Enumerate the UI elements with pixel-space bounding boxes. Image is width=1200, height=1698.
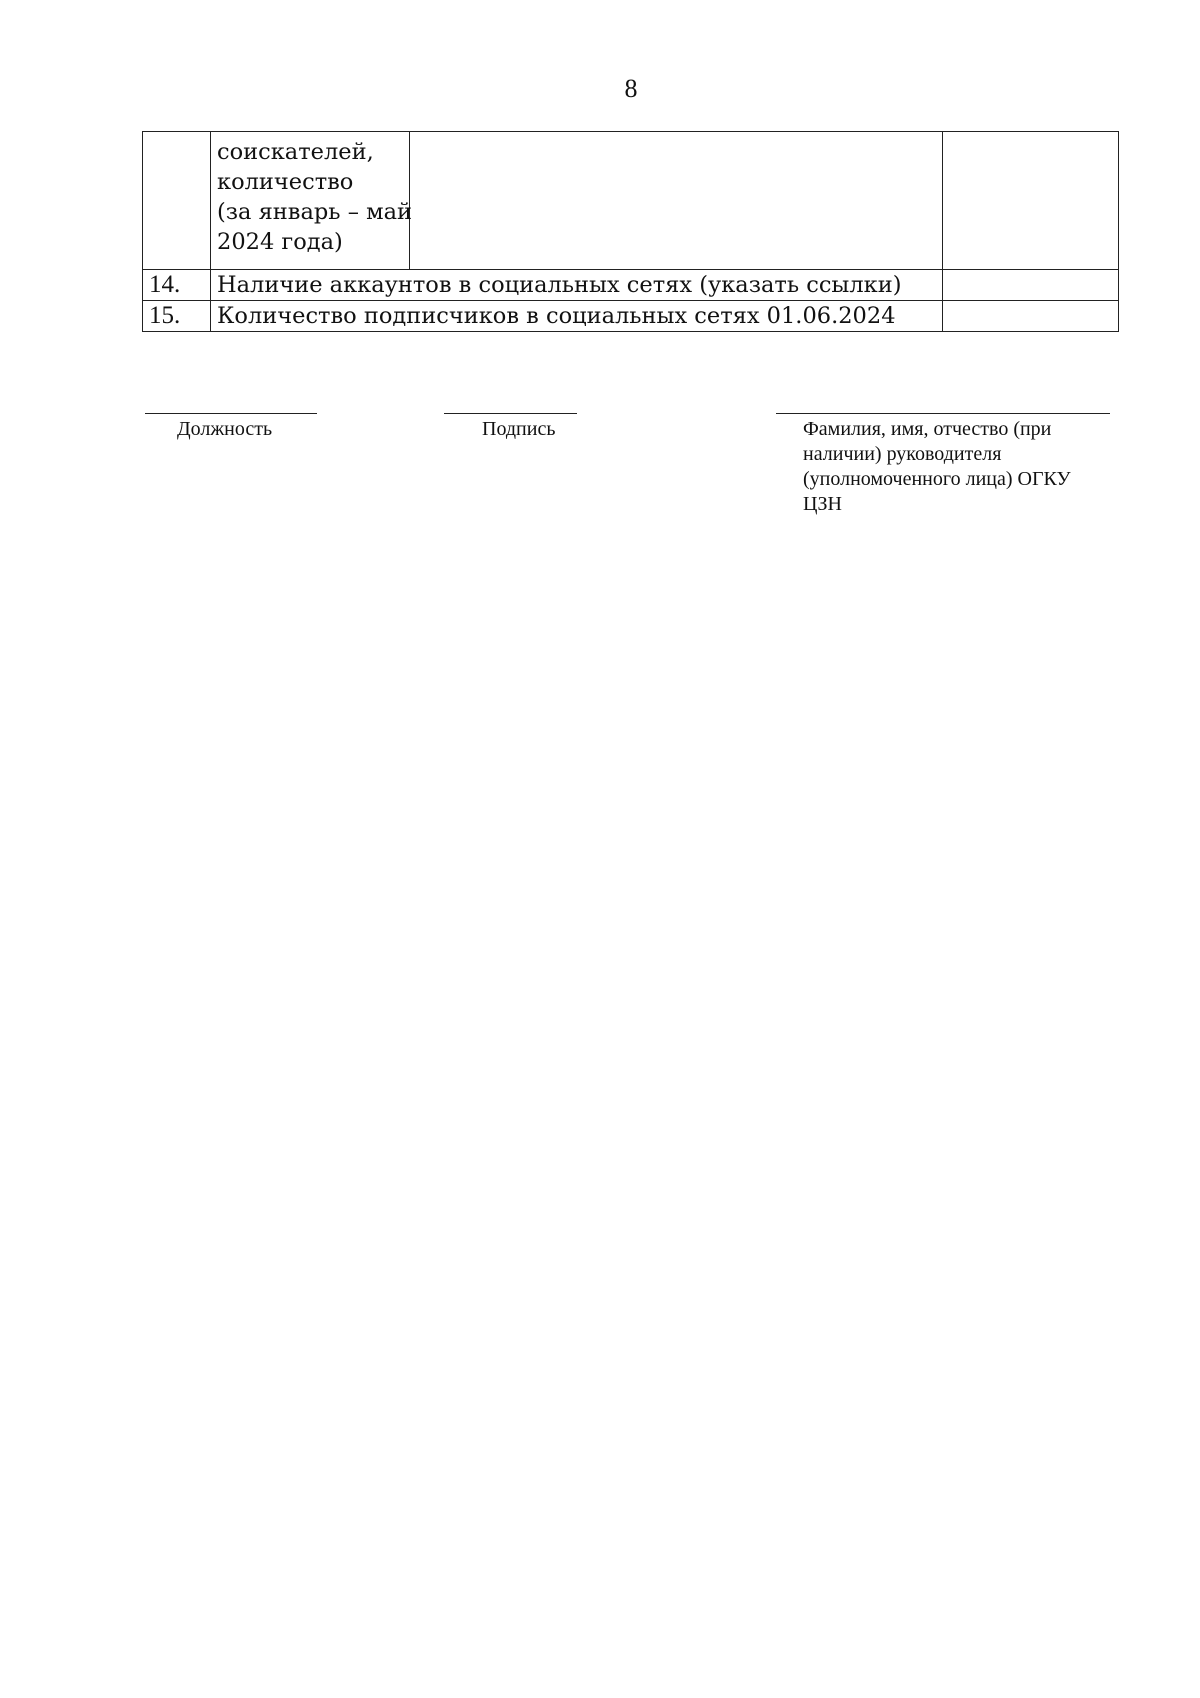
full-name-label-line: (уполномоченного лица) ОГКУ: [803, 468, 1071, 490]
row-value-cell: [943, 132, 1119, 270]
signature-label: Подпись: [482, 418, 556, 440]
label-line: 2024 года): [217, 229, 343, 255]
full-name-line: [776, 413, 1110, 414]
row-number-cell: [143, 132, 211, 270]
report-table: [142, 131, 1119, 332]
full-name-label-line: наличии) руководителя: [803, 443, 1002, 465]
table-row: [143, 301, 1119, 332]
full-name-signature-block: [776, 413, 1110, 517]
row-number-cell: 14.: [143, 270, 211, 301]
page-number: 8: [624, 74, 638, 103]
row-text-cell: Количество подписчиков в социальных сетях 01.06.2024: [211, 301, 943, 332]
table-row: [143, 270, 1119, 301]
row-value-cell: [943, 270, 1119, 301]
row-number-cell: 15.: [143, 301, 211, 332]
label-line: (за январь – май: [217, 199, 413, 225]
position-label: Должность: [177, 418, 273, 440]
row-value-cell: [943, 301, 1119, 332]
label-line: соискателей,: [217, 139, 374, 165]
row-text-cell: Наличие аккаунтов в социальных сетях (указать ссылки): [211, 270, 943, 301]
position-signature-block: [145, 413, 317, 442]
signature-block: [444, 413, 577, 442]
table-row-continued: [143, 132, 1119, 270]
full-name-label-line: ЦЗН: [803, 493, 842, 515]
full-name-label: [776, 417, 1110, 517]
row-label-cell: [211, 132, 413, 270]
label-line: количество: [217, 169, 354, 195]
full-name-label-line: Фамилия, имя, отчество (при: [803, 418, 1052, 440]
row-description-cell: [410, 132, 943, 270]
position-line: [145, 413, 317, 414]
signature-line: [444, 413, 577, 414]
